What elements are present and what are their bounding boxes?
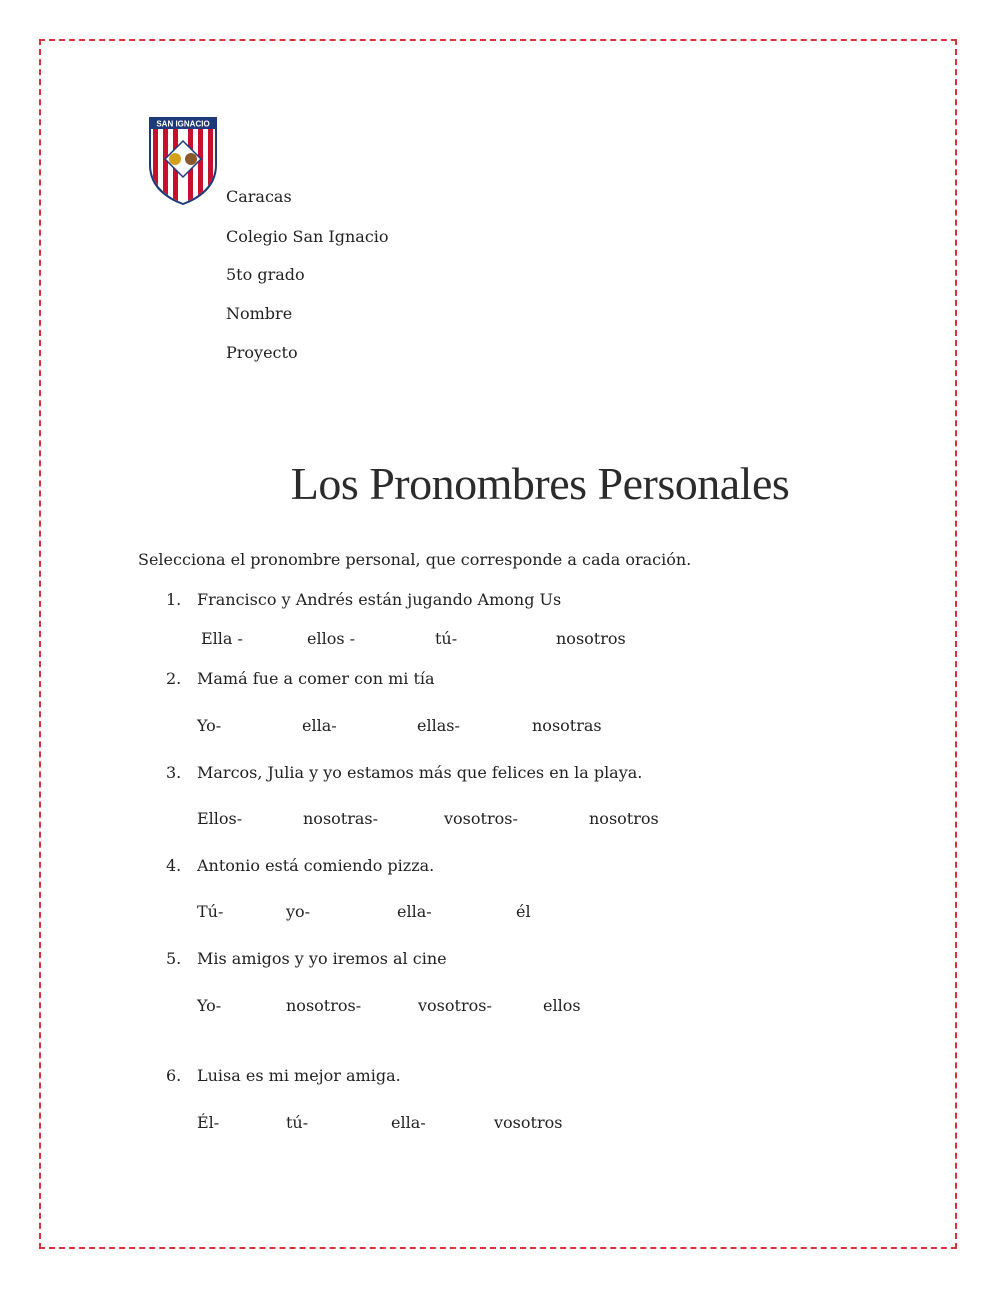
answer-option[interactable]: ellos: [543, 996, 581, 1015]
question-text: Mis amigos y yo iremos al cine: [197, 949, 447, 968]
answer-option[interactable]: nosotros: [589, 809, 659, 828]
answer-option[interactable]: nosotros: [556, 629, 626, 648]
header-grade: 5to grado: [226, 265, 305, 284]
answer-option[interactable]: Ellos-: [197, 809, 243, 828]
answer-option[interactable]: Tú-: [197, 902, 224, 921]
answer-option[interactable]: ella-: [302, 716, 337, 735]
question-text: Luisa es mi mejor amiga.: [197, 1066, 401, 1085]
question-number: 6.: [166, 1066, 182, 1085]
header-city: Caracas: [226, 187, 292, 206]
header-school: Colegio San Ignacio: [226, 227, 389, 246]
answer-option[interactable]: yo-: [286, 902, 311, 921]
answer-option[interactable]: Yo-: [197, 716, 222, 735]
question-number: 5.: [166, 949, 182, 968]
answer-option[interactable]: nosotras: [532, 716, 602, 735]
question-number: 4.: [166, 856, 182, 875]
answer-option[interactable]: Ella -: [201, 629, 243, 648]
answer-option[interactable]: vosotros-: [418, 996, 492, 1015]
page-title: Los Pronombres Personales: [290, 458, 790, 509]
answer-option[interactable]: tú-: [435, 629, 458, 648]
header-name-label: Nombre: [226, 304, 293, 323]
answer-option[interactable]: vosotros: [494, 1113, 563, 1132]
header-project-label: Proyecto: [226, 343, 298, 362]
question-number: 1.: [166, 590, 182, 609]
question-text: Antonio está comiendo pizza.: [197, 856, 435, 875]
question-number: 3.: [166, 763, 182, 782]
answer-option[interactable]: tú-: [286, 1113, 309, 1132]
school-crest-logo: [147, 115, 219, 205]
answer-option[interactable]: nosotros-: [286, 996, 362, 1015]
answer-option[interactable]: ellos -: [307, 629, 356, 648]
answer-option[interactable]: ella-: [391, 1113, 426, 1132]
question-text: Mamá fue a comer con mi tía: [197, 669, 435, 688]
answer-option[interactable]: él: [516, 902, 531, 921]
question-number: 2.: [166, 669, 182, 688]
answer-option[interactable]: vosotros-: [444, 809, 518, 828]
answer-option[interactable]: Él-: [197, 1113, 220, 1132]
instruction-text: Selecciona el pronombre personal, que corresponde a cada oración.: [138, 550, 692, 569]
answer-option[interactable]: Yo-: [197, 996, 222, 1015]
answer-option[interactable]: nosotras-: [303, 809, 379, 828]
question-text: Francisco y Andrés están jugando Among Us: [197, 590, 562, 609]
question-text: Marcos, Julia y yo estamos más que felices en la playa.: [197, 763, 643, 782]
crest-text: SAN IGNACIO: [156, 119, 210, 129]
answer-option[interactable]: ellas-: [417, 716, 460, 735]
answer-option[interactable]: ella-: [397, 902, 432, 921]
